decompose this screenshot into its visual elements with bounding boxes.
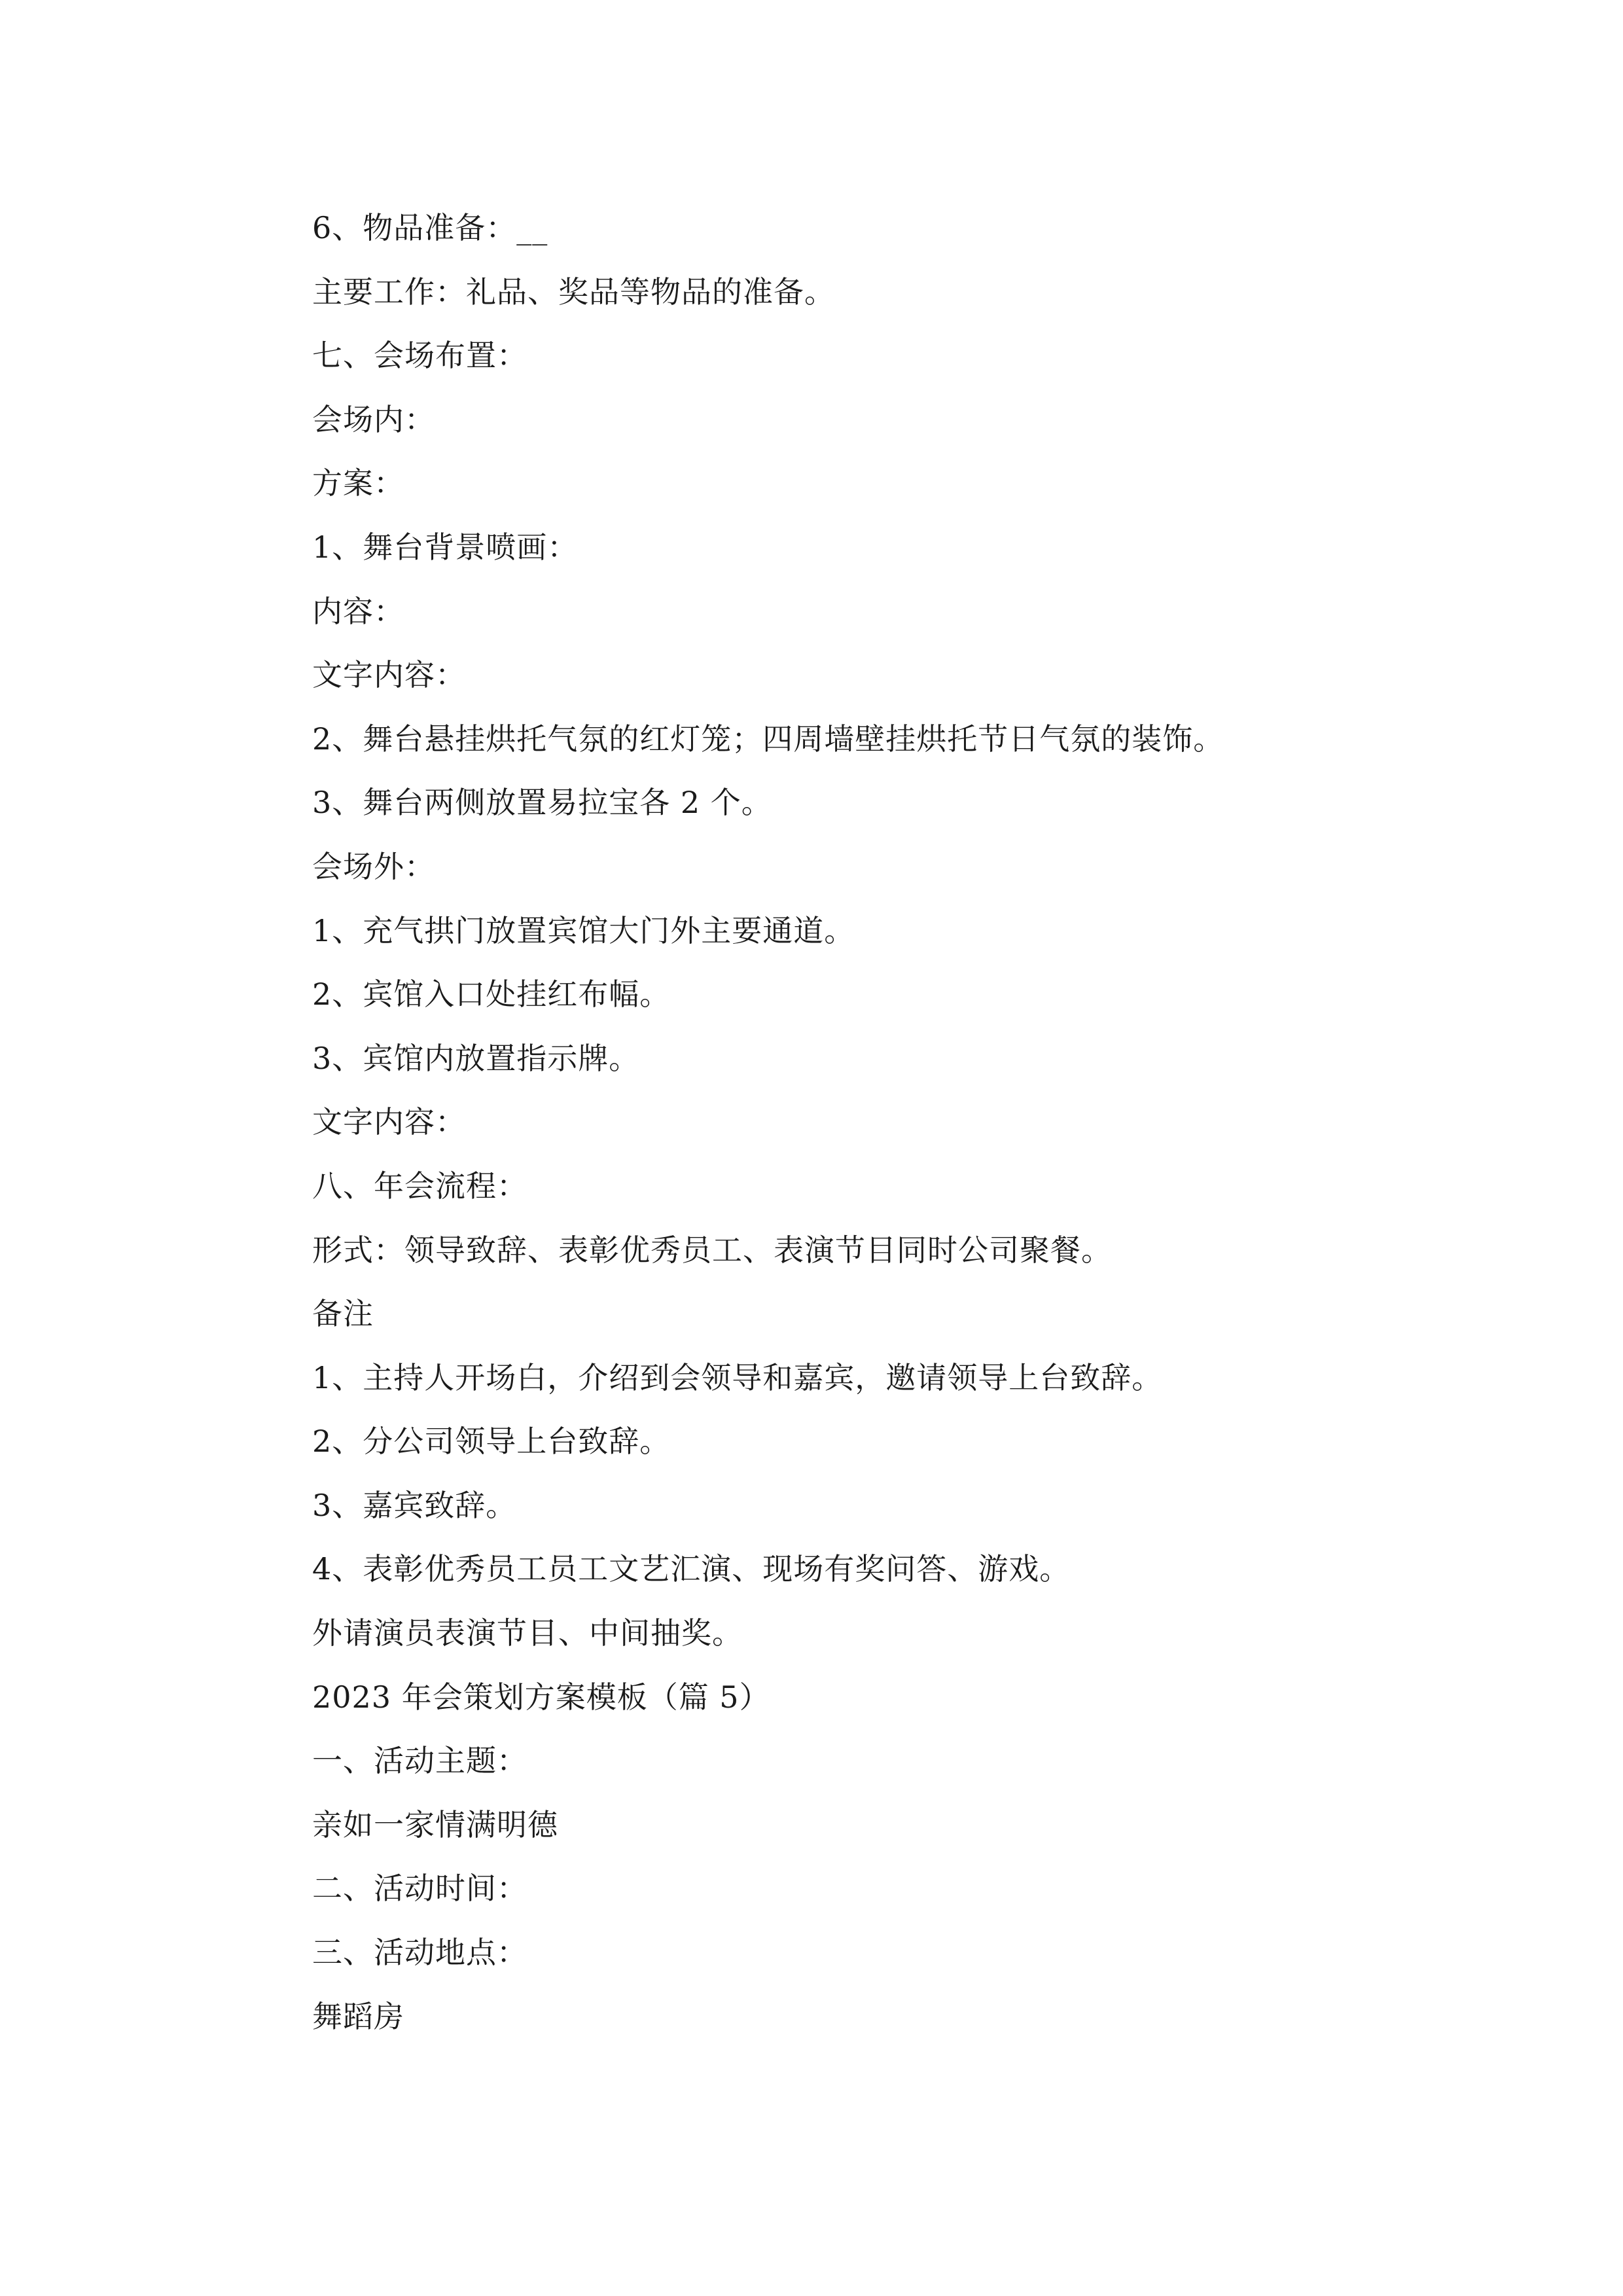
document-body	[312, 196, 1333, 2049]
text-line: 形式：领导致辞、表彰优秀员工、表演节目同时公司聚餐。	[312, 1232, 1112, 1268]
text-line: 会场外：	[312, 848, 435, 884]
text-line: 会场内：	[312, 401, 435, 437]
text-line: 方案：	[312, 465, 404, 501]
text-line: 3、宾馆内放置指示牌。	[312, 1040, 640, 1076]
text-line: 2、舞台悬挂烘托气氛的红灯笼；四周墙壁挂烘托节日气氛的装饰。	[312, 721, 1224, 757]
text-line: 6、物品准备：__	[312, 210, 548, 245]
section-heading: 七、会场布置：	[312, 338, 527, 374]
section-heading: 八、年会流程：	[312, 1168, 527, 1204]
text-line: 文字内容：	[312, 657, 466, 693]
section-heading: 三、活动地点：	[312, 1935, 527, 1971]
text-line: 3、舞台两侧放置易拉宝各 2 个。	[312, 785, 772, 821]
text-line: 备注	[312, 1296, 374, 1332]
text-line: 舞蹈房	[312, 1998, 404, 2034]
text-line: 1、充气拱门放置宾馆大门外主要通道。	[312, 912, 855, 948]
text-line: 外请演员表演节目、中间抽奖。	[312, 1615, 743, 1651]
text-line: 亲如一家情满明德	[312, 1806, 558, 1842]
document-title: 2023 年会策划方案模板（篇 5）	[312, 1679, 770, 1715]
section-heading: 二、活动时间：	[312, 1871, 527, 1907]
text-line: 2、宾馆入口处挂红布幅。	[312, 977, 671, 1013]
text-line: 4、表彰优秀员工员工文艺汇演、现场有奖问答、游戏。	[312, 1551, 1071, 1587]
section-heading: 一、活动主题：	[312, 1743, 527, 1779]
text-line: 1、舞台背景喷画：	[312, 529, 579, 565]
text-line: 3、嘉宾致辞。	[312, 1487, 517, 1523]
text-line: 内容：	[312, 593, 404, 629]
text-line: 1、主持人开场白，介绍到会领导和嘉宾，邀请领导上台致辞。	[312, 1359, 1163, 1395]
text-line: 主要工作：礼品、奖品等物品的准备。	[312, 274, 835, 310]
text-line: 2、分公司领导上台致辞。	[312, 1424, 671, 1460]
text-line: 文字内容：	[312, 1104, 466, 1140]
